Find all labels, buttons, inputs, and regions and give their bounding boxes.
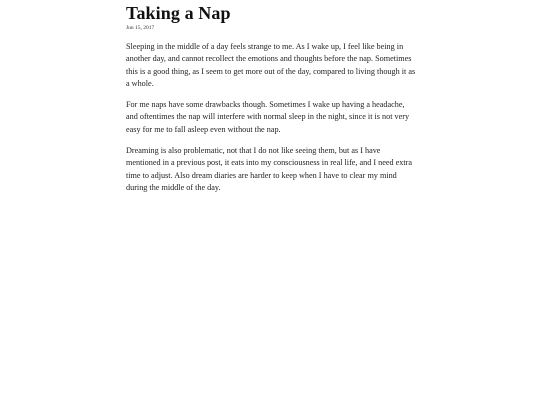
post-title: Taking a Nap: [126, 3, 231, 23]
post-paragraph: For me naps have some drawbacks though. Sometimes I wake up having a headache, and oftentimes the nap will interfere with normal sleep in the night, since it is not very easy for me to fall asleep even without the nap.: [126, 100, 410, 134]
post-date: Jun 15, 2017: [126, 25, 155, 31]
post-paragraph: Dreaming is also problematic, not that I do not like seeing them, but as I have mentioned in a previous post, it eats into my consciousness in real life, and I need extra time to adjust. Also dream diaries are harder to keep when I have to clear my mind during the middle of the day.: [126, 146, 413, 192]
blog-post: [126, 3, 416, 203]
post-body: [126, 41, 416, 194]
post-paragraph: Sleeping in the middle of a day feels strange to me. As I wake up, I feel like being in another day, and cannot recollect the emotions and thoughts before the nap. Sometimes this is a good thing, as I seem to get more out of the day, compared to living though it as a whole.: [126, 42, 416, 88]
